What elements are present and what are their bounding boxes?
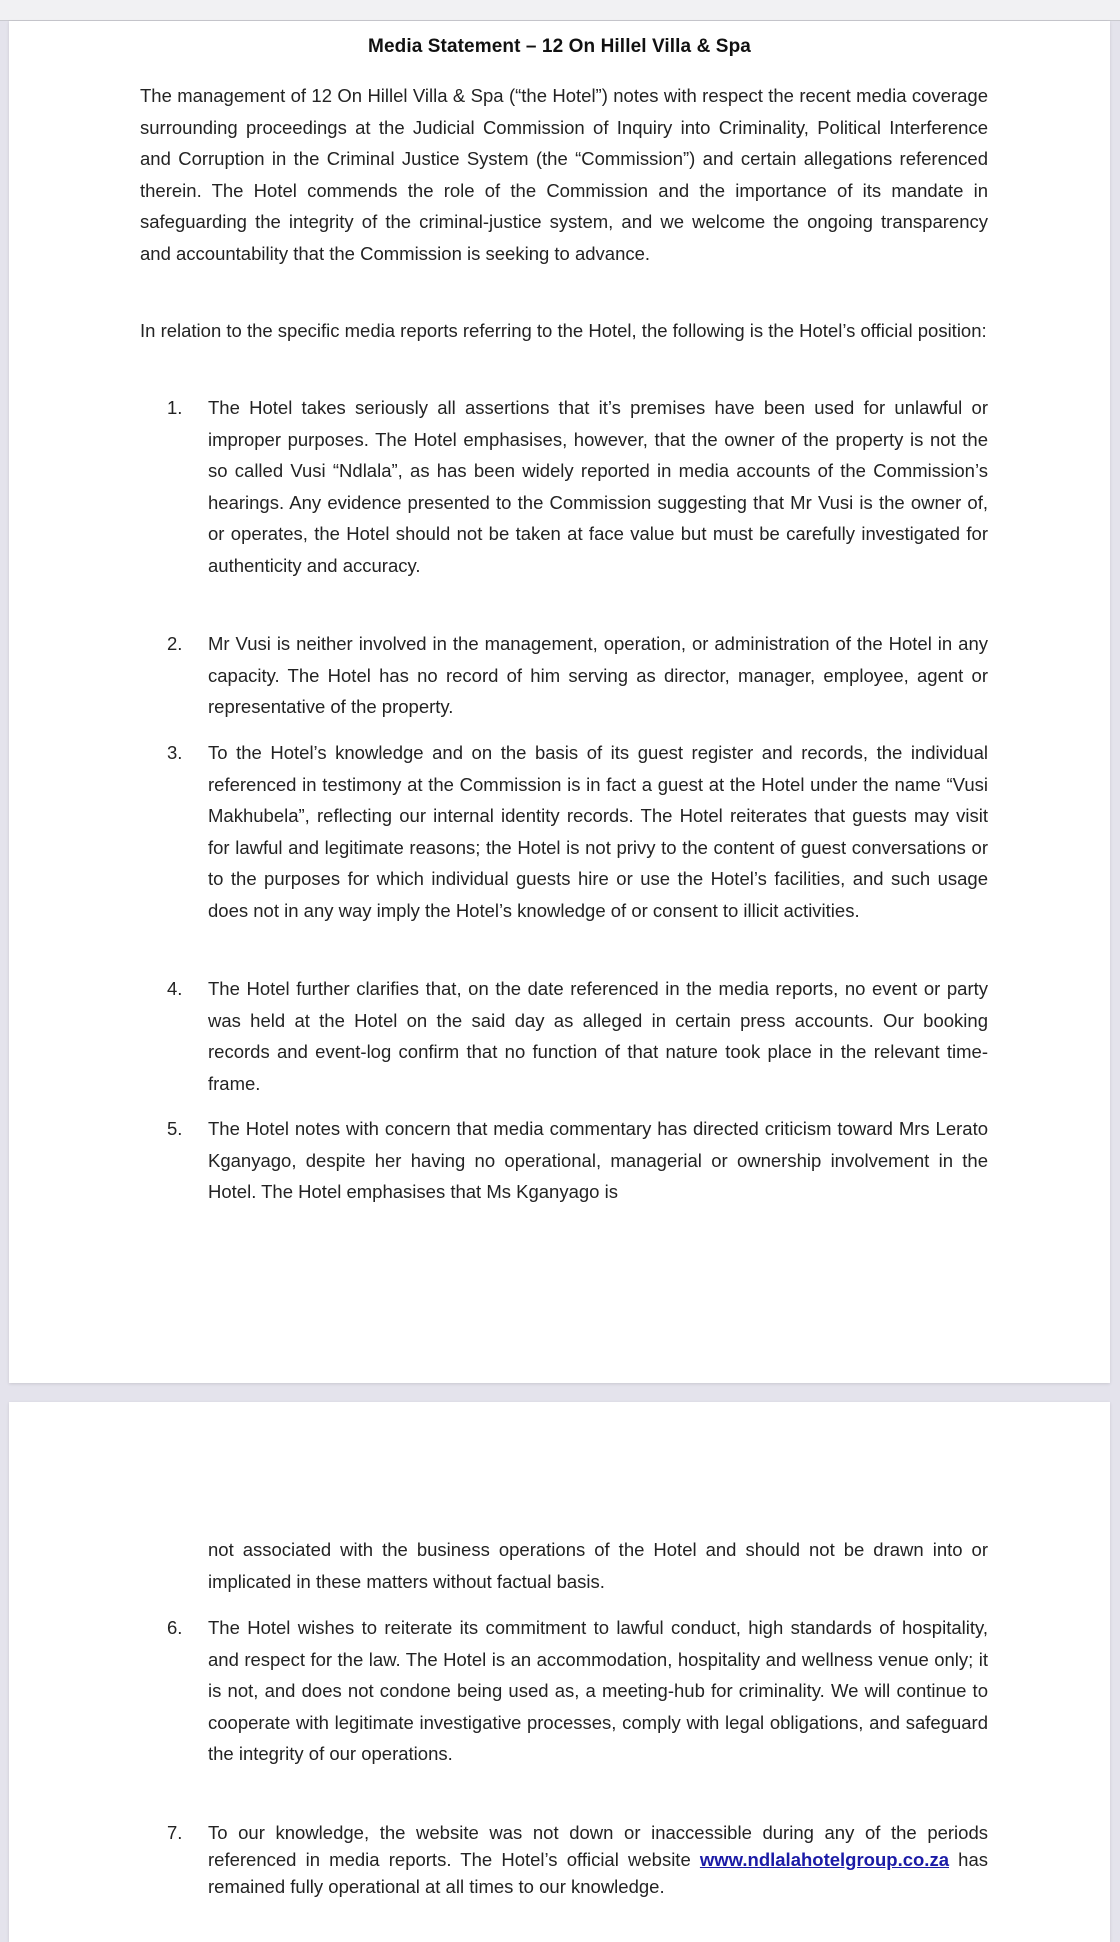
list-number: 1. xyxy=(167,397,183,418)
document-title: Media Statement – 12 On Hillel Villa & Spa xyxy=(368,36,751,57)
list-item-text: The Hotel wishes to reiterate its commitment to lawful conduct, high standards of hospitality, and respect for the law. The Hotel is an accommodation, hospitality and wellness venue only; it is not, and does not condone being used as, a meeting-hub for criminality. We will continue to cooperate with legitimate investigative processes, comply with legal obligations, and safeguard the integrity of our operations. xyxy=(208,1617,988,1765)
list-number: 6. xyxy=(167,1617,183,1638)
list-item-text: To the Hotel’s knowledge and on the basis of its guest register and records, the individual referenced in testimony at the Commission is in fact a guest at the Hotel under the name “Vusi Makhubela”, reflecting our internal identity records. The Hotel reiterates that guests may visit for lawful and legitimate reasons; the Hotel is not privy to the content of guest conversations or to the purposes for which individual guests hire or use the Hotel’s facilities, and such usage does not in any way imply the Hotel’s knowledge of or consent to illicit activities. xyxy=(208,742,988,921)
position-paragraph: In relation to the specific media reports referring to the Hotel, the following is the Hotel’s official position: xyxy=(140,320,987,341)
list-number: 5. xyxy=(167,1118,183,1139)
list-item-text: The Hotel takes seriously all assertions that it’s premises have been used for unlawful or improper purposes. The Hotel emphasises, however, that the owner of the property is not the so called Vusi “Ndlala”, as has been widely reported in media accounts of the Commission’s hearings. Any evidence presented to the Commission suggesting that Mr Vusi is the owner of, or operates, the Hotel should not be taken at face value but must be carefully investigated for authenticity and accuracy. xyxy=(208,397,988,576)
intro-paragraph: The management of 12 On Hillel Villa & Spa (“the Hotel”) notes with respect the recent media coverage surrounding proceedings at the Judicial Commission of Inquiry into Criminality, Political Interference and Corruption in the Criminal Justice System (the “Commission”) and certain allegations referenced therein. The Hotel commends the role of the Commission and the importance of its mandate in safeguarding the integrity of the criminal-justice system, and we welcome the ongoing transparency and accountability that the Commission is seeking to advance. xyxy=(140,85,988,264)
list-number: 4. xyxy=(167,978,183,999)
text-after-link: has remained fully operational at all times to our knowledge. xyxy=(208,1849,988,1897)
list-item-1 xyxy=(167,392,988,582)
list-item-text: Mr Vusi is neither involved in the management, operation, or administration of the Hotel in any capacity. The Hotel has no record of him serving as director, manager, employee, agent or representative of the property. xyxy=(208,633,988,718)
list-item-text: The Hotel further clarifies that, on the date referenced in the media reports, no event or party was held at the Hotel on the said day as alleged in certain press accounts. Our booking records and event-log confirm that no function of that nature took place in the relevant time-frame. xyxy=(208,978,988,1094)
list-item-text xyxy=(208,1819,988,1900)
list-item-5-continued xyxy=(167,1534,988,1597)
list-item-4 xyxy=(167,973,988,1099)
list-number: 7. xyxy=(167,1822,183,1843)
list-item-3 xyxy=(167,737,988,927)
list-item-5 xyxy=(167,1113,988,1208)
text-before-link: To our knowledge, the website was not down or inaccessible during any of the periods referenced in media reports. The Hotel’s official website xyxy=(208,1822,988,1870)
document-page-1 xyxy=(9,21,1110,1383)
document-page-2 xyxy=(9,1402,1110,1942)
website-link[interactable]: www.ndlalahotelgroup.co.za xyxy=(699,1849,949,1870)
list-item-7 xyxy=(167,1819,988,1900)
list-item-text: The Hotel notes with concern that media commentary has directed criticism toward Mrs Lerato Kganyago, despite her having no operational, managerial or ownership involvement in the Hotel. The Hotel emphasises that Ms Kganyago is xyxy=(208,1118,988,1203)
list-number: 2. xyxy=(167,633,183,654)
viewer-top-bar xyxy=(0,0,1120,21)
list-number: 3. xyxy=(167,742,183,763)
list-item-6 xyxy=(167,1612,988,1770)
list-item-text: not associated with the business operations of the Hotel and should not be drawn into or implicated in these matters without factual basis. xyxy=(208,1539,988,1592)
list-item-2 xyxy=(167,628,988,723)
